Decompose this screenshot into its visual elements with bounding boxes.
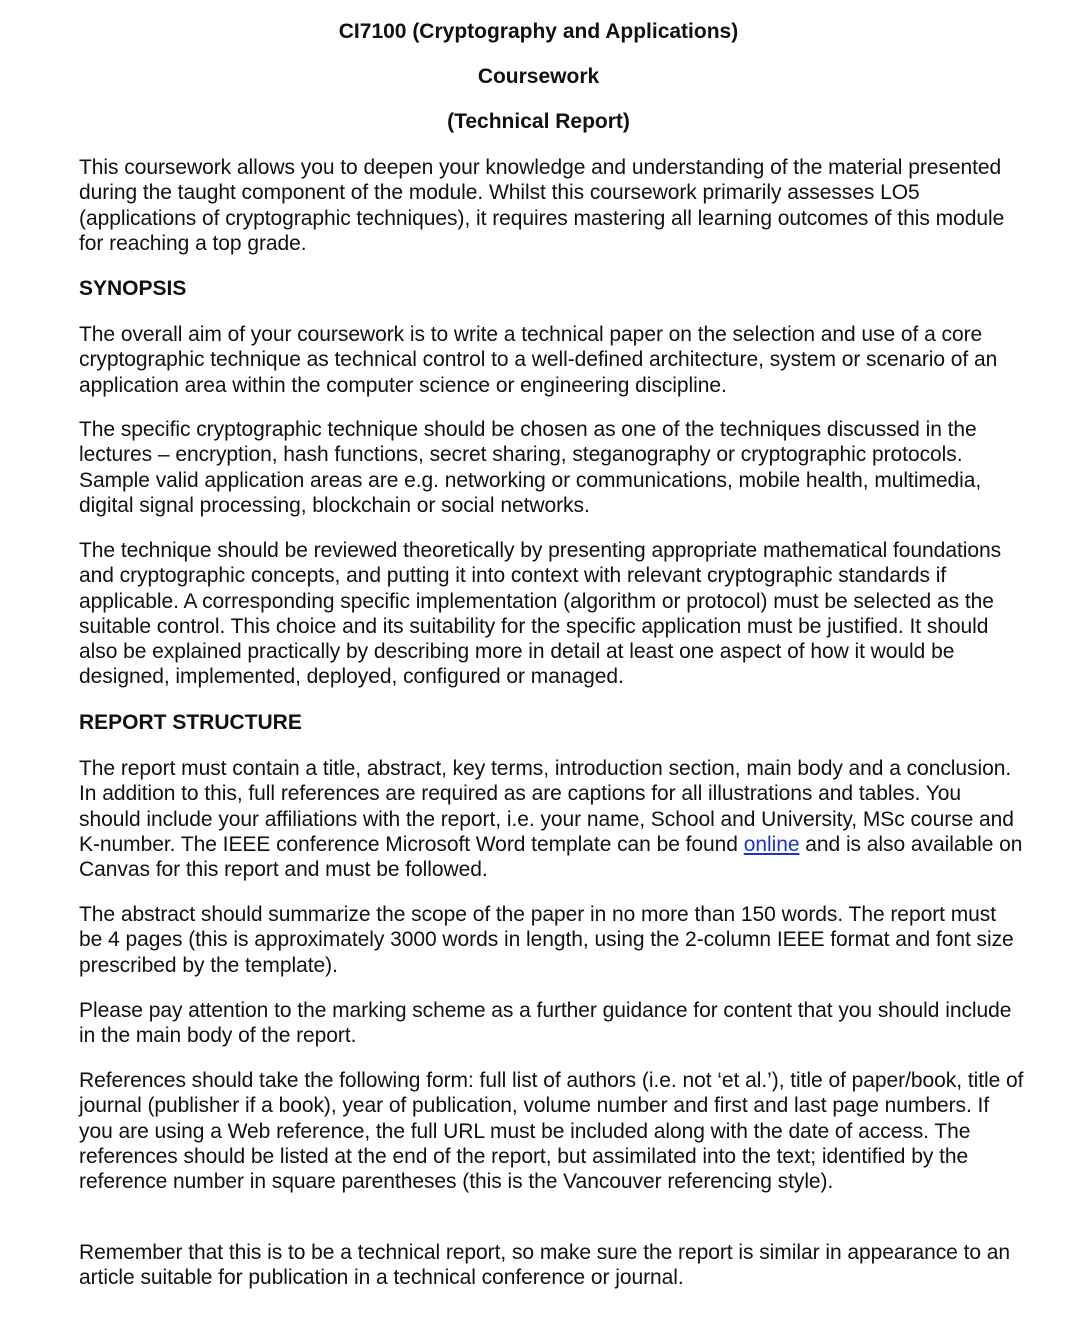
module-title: CI7100 (Cryptography and Applications) (338, 20, 739, 43)
document-type: (Technical Report) (447, 110, 630, 133)
report-structure-p1-text: The report must contain a title, abstract, key terms, introduction section, main body and a conclusion. In addition to this, full references are required as are captions for all illustrations and tables. You should include your affiliations with the report, i.e. your name, School and University, MSc course and K-number. The IEEE conference Microsoft Word template can be found (79, 757, 1014, 856)
synopsis-paragraph-3: The technique should be reviewed theoretically by presenting appropriate mathematical foundations and cryptographic concepts, and putting it into context with relevant cryptographic standards if applicable. A corresponding specific implementation (algorithm or protocol) must be selected as the suitable control. This choice and its suitability for the specific application must be justified. It should also be explained practically by describing more in detail at least one aspect of how it would be designed, implemented, deployed, configured or managed. (79, 539, 1002, 689)
report-structure-heading: REPORT STRUCTURE (79, 711, 302, 734)
report-structure-p1-tail: and is also available on Canvas for this report and must be followed. (79, 832, 1023, 882)
synopsis-paragraph-1: The overall aim of your coursework is to write a technical paper on the selection and use of a core cryptographic technique as technical control to a well-defined architecture, system or scenario of an application area within the computer science or engineering discipline. (79, 323, 998, 397)
report-structure-paragraph-1 (79, 756, 1024, 882)
template-online-link[interactable]: online (743, 832, 800, 856)
document-subtitle: Coursework (477, 65, 600, 88)
report-structure-paragraph-2: The abstract should summarize the scope of the paper in no more than 150 words. The report must be 4 pages (this is approximately 3000 words in length, using the 2-column IEEE format and font size prescribed by the template). (79, 903, 1014, 977)
report-structure-paragraph-5: Remember that this is to be a technical report, so make sure the report is similar in appearance to an article suitable for publication in a technical conference or journal. (79, 1241, 1011, 1290)
synopsis-heading: SYNOPSIS (79, 277, 187, 300)
report-structure-paragraph-4: References should take the following form: full list of authors (i.e. not ‘et al.’), title of paper/book, title of journal (publisher if a book), year of publication, volume number and first and last page numbers. If you are using a Web reference, the full URL must be included along with the date of access. The references should be listed at the end of the report, but assimilated into the text; identified by the reference number in square parentheses (this is the Vancouver referencing style). (79, 1069, 1024, 1194)
report-structure-paragraph-3: Please pay attention to the marking scheme as a further guidance for content that you should include in the main body of the report. (79, 999, 1012, 1048)
synopsis-paragraph-2: The specific cryptographic technique should be chosen as one of the techniques discussed in the lectures – encryption, hash functions, secret sharing, steganography or cryptographic protocols. Sample valid application areas are e.g. networking or communications, mobile health, multimedia, digital signal processing, blockchain or social networks. (79, 418, 982, 517)
intro-paragraph: This coursework allows you to deepen your knowledge and understanding of the material presented during the taught component of the module. Whilst this coursework primarily assesses LO5 (applications of cryptographic techniques), it requires mastering all learning outcomes of this module for reaching a top grade. (79, 156, 1005, 255)
